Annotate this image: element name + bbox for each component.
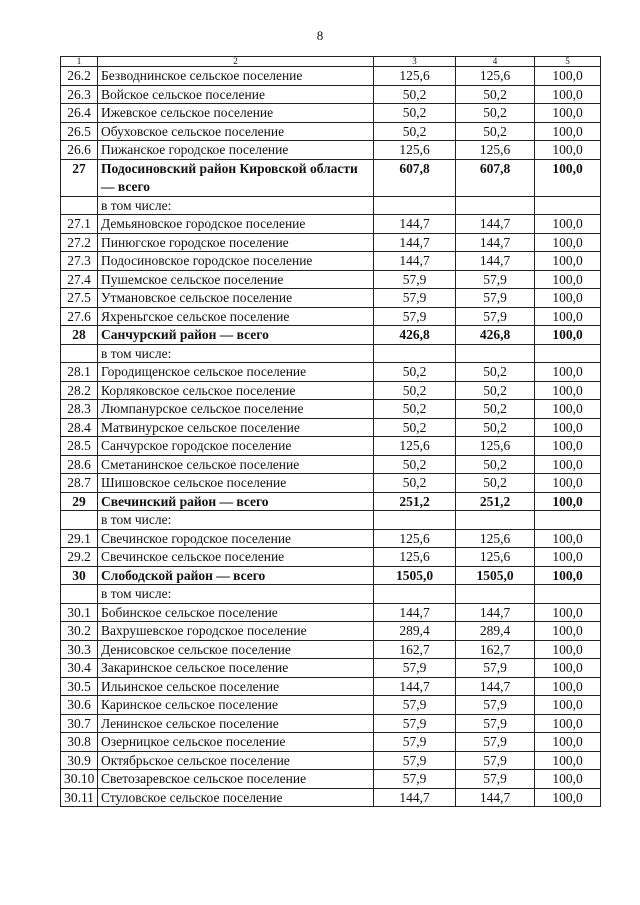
allocation-table	[60, 56, 601, 807]
settlement-name: Утмановское сельское поселение	[98, 289, 374, 308]
row-number: 28	[61, 326, 98, 345]
value-col-3: 50,2	[374, 85, 456, 104]
table-row	[61, 640, 601, 659]
table-row	[61, 363, 601, 382]
value-col-3: 144,7	[374, 603, 456, 622]
subheading-row	[61, 196, 601, 215]
row-number: 29.2	[61, 548, 98, 567]
row-number: 30.2	[61, 622, 98, 641]
value-col-5: 100,0	[535, 640, 601, 659]
value-col-5: 100,0	[535, 400, 601, 419]
value-col-5: 100,0	[535, 529, 601, 548]
table-row	[61, 141, 601, 160]
value-col-3: 57,9	[374, 751, 456, 770]
settlement-name: Шишовское сельское поселение	[98, 474, 374, 493]
value-col-5: 100,0	[535, 474, 601, 493]
value-col-4: 125,6	[456, 141, 535, 160]
row-number: 26.6	[61, 141, 98, 160]
row-number: 30.1	[61, 603, 98, 622]
settlement-name: Яхреньгское сельское поселение	[98, 307, 374, 326]
subheading-row	[61, 511, 601, 530]
value-col-5: 100,0	[535, 751, 601, 770]
row-number: 30.4	[61, 659, 98, 678]
settlement-name: Ильинское сельское поселение	[98, 677, 374, 696]
column-number-2: 2	[98, 57, 374, 67]
value-col-3	[374, 344, 456, 363]
value-col-3	[374, 196, 456, 215]
settlement-name: Корляковское сельское поселение	[98, 381, 374, 400]
value-col-4: 125,6	[456, 67, 535, 86]
page-number: 8	[316, 28, 324, 43]
row-number: 29.1	[61, 529, 98, 548]
table-body	[61, 67, 601, 807]
value-col-3: 50,2	[374, 104, 456, 123]
value-col-4: 50,2	[456, 104, 535, 123]
settlement-name: Городищенское сельское поселение	[98, 363, 374, 382]
value-col-4: 57,9	[456, 733, 535, 752]
value-col-4: 50,2	[456, 122, 535, 141]
row-number: 30.10	[61, 770, 98, 789]
value-col-3: 289,4	[374, 622, 456, 641]
settlement-name: Подосиновское городское поселение	[98, 252, 374, 271]
table-row	[61, 603, 601, 622]
value-col-3: 144,7	[374, 233, 456, 252]
table-row	[61, 770, 601, 789]
table-row	[61, 400, 601, 419]
value-col-4: 289,4	[456, 622, 535, 641]
value-col-5: 100,0	[535, 714, 601, 733]
value-col-5: 100,0	[535, 677, 601, 696]
value-col-5: 100,0	[535, 455, 601, 474]
value-col-4: 125,6	[456, 529, 535, 548]
value-col-5	[535, 196, 601, 215]
value-col-3: 162,7	[374, 640, 456, 659]
value-col-3: 57,9	[374, 733, 456, 752]
value-col-3: 426,8	[374, 326, 456, 345]
settlement-name: Санчурское городское поселение	[98, 437, 374, 456]
table-row	[61, 677, 601, 696]
value-col-3: 144,7	[374, 252, 456, 271]
settlement-name: Подосиновский район Кировской области — всего	[98, 159, 374, 196]
row-number: 28.3	[61, 400, 98, 419]
row-number: 30.3	[61, 640, 98, 659]
settlement-name: Войское сельское поселение	[98, 85, 374, 104]
row-number	[61, 511, 98, 530]
row-number: 30.9	[61, 751, 98, 770]
value-col-5: 100,0	[535, 104, 601, 123]
row-number: 28.5	[61, 437, 98, 456]
row-number: 27.2	[61, 233, 98, 252]
table-row	[61, 751, 601, 770]
row-number	[61, 196, 98, 215]
value-col-5: 100,0	[535, 289, 601, 308]
value-col-4: 50,2	[456, 381, 535, 400]
district-total-row	[61, 492, 601, 511]
row-number: 30	[61, 566, 98, 585]
value-col-4: 251,2	[456, 492, 535, 511]
value-col-3: 50,2	[374, 381, 456, 400]
settlement-name: Обуховское сельское поселение	[98, 122, 374, 141]
value-col-4: 57,9	[456, 770, 535, 789]
settlement-name: Озерницкое сельское поселение	[98, 733, 374, 752]
table-row	[61, 548, 601, 567]
table-row	[61, 418, 601, 437]
value-col-4	[456, 585, 535, 604]
settlement-name: в том числе:	[98, 585, 374, 604]
value-col-4: 125,6	[456, 548, 535, 567]
value-col-4: 50,2	[456, 363, 535, 382]
table-row	[61, 733, 601, 752]
value-col-5: 100,0	[535, 215, 601, 234]
value-col-3: 125,6	[374, 437, 456, 456]
value-col-5: 100,0	[535, 733, 601, 752]
settlement-name: Санчурский район — всего	[98, 326, 374, 345]
settlement-name: в том числе:	[98, 344, 374, 363]
settlement-name: Октябрьское сельское поселение	[98, 751, 374, 770]
table-row	[61, 659, 601, 678]
value-col-5: 100,0	[535, 566, 601, 585]
settlement-name: Светозаревское сельское поселение	[98, 770, 374, 789]
settlement-name: в том числе:	[98, 196, 374, 215]
value-col-3: 125,6	[374, 529, 456, 548]
value-col-4: 426,8	[456, 326, 535, 345]
district-total-row	[61, 566, 601, 585]
row-number: 30.5	[61, 677, 98, 696]
value-col-5: 100,0	[535, 548, 601, 567]
value-col-4: 57,9	[456, 751, 535, 770]
settlement-name: Каринское сельское поселение	[98, 696, 374, 715]
settlement-name: Денисовское сельское поселение	[98, 640, 374, 659]
value-col-5: 100,0	[535, 141, 601, 160]
row-number: 27.4	[61, 270, 98, 289]
column-number-5: 5	[535, 57, 601, 67]
row-number: 27.3	[61, 252, 98, 271]
value-col-3: 57,9	[374, 714, 456, 733]
settlement-name: Безводнинское сельское поселение	[98, 67, 374, 86]
column-number-4: 4	[456, 57, 535, 67]
row-number: 28.4	[61, 418, 98, 437]
row-number: 30.6	[61, 696, 98, 715]
settlement-name: Слободской район — всего	[98, 566, 374, 585]
table-row	[61, 85, 601, 104]
table-row	[61, 289, 601, 308]
value-col-3: 57,9	[374, 659, 456, 678]
row-number: 30.11	[61, 788, 98, 807]
value-col-4: 125,6	[456, 437, 535, 456]
row-number: 27.1	[61, 215, 98, 234]
value-col-5: 100,0	[535, 770, 601, 789]
value-col-4: 57,9	[456, 270, 535, 289]
row-number: 26.4	[61, 104, 98, 123]
table-row	[61, 474, 601, 493]
value-col-4: 144,7	[456, 677, 535, 696]
row-number: 28.1	[61, 363, 98, 382]
table-row	[61, 67, 601, 86]
table-row	[61, 233, 601, 252]
value-col-4: 144,7	[456, 788, 535, 807]
value-col-5: 100,0	[535, 307, 601, 326]
row-number: 27.5	[61, 289, 98, 308]
row-number: 30.7	[61, 714, 98, 733]
value-col-4: 57,9	[456, 289, 535, 308]
value-col-5: 100,0	[535, 659, 601, 678]
value-col-5: 100,0	[535, 696, 601, 715]
value-col-4: 57,9	[456, 307, 535, 326]
column-number-row	[61, 57, 601, 67]
table-row	[61, 696, 601, 715]
column-number-1: 1	[61, 57, 98, 67]
value-col-4: 162,7	[456, 640, 535, 659]
value-col-3: 50,2	[374, 122, 456, 141]
table-row	[61, 270, 601, 289]
value-col-4: 57,9	[456, 714, 535, 733]
table-row	[61, 381, 601, 400]
row-number: 27.6	[61, 307, 98, 326]
value-col-3: 607,8	[374, 159, 456, 196]
settlement-name: Матвинурское сельское поселение	[98, 418, 374, 437]
row-number: 26.5	[61, 122, 98, 141]
value-col-3: 50,2	[374, 400, 456, 419]
row-number: 30.8	[61, 733, 98, 752]
row-number: 27	[61, 159, 98, 196]
value-col-5: 100,0	[535, 788, 601, 807]
value-col-4: 50,2	[456, 474, 535, 493]
table-row	[61, 122, 601, 141]
settlement-name: Стуловское сельское поселение	[98, 788, 374, 807]
value-col-5	[535, 585, 601, 604]
value-col-5: 100,0	[535, 159, 601, 196]
value-col-4: 144,7	[456, 215, 535, 234]
value-col-3: 50,2	[374, 455, 456, 474]
value-col-5	[535, 511, 601, 530]
value-col-5: 100,0	[535, 122, 601, 141]
value-col-5: 100,0	[535, 437, 601, 456]
settlement-name: Пижанское городское поселение	[98, 141, 374, 160]
row-number: 26.3	[61, 85, 98, 104]
row-number: 29	[61, 492, 98, 511]
settlement-name: Пинюгское городское поселение	[98, 233, 374, 252]
row-number: 28.7	[61, 474, 98, 493]
value-col-4: 607,8	[456, 159, 535, 196]
value-col-5: 100,0	[535, 252, 601, 271]
row-number: 28.2	[61, 381, 98, 400]
settlement-name: Ленинское сельское поселение	[98, 714, 374, 733]
value-col-5: 100,0	[535, 603, 601, 622]
value-col-3: 57,9	[374, 270, 456, 289]
table-row	[61, 529, 601, 548]
value-col-3: 125,6	[374, 548, 456, 567]
settlement-name: в том числе:	[98, 511, 374, 530]
settlement-name: Ижевское сельское поселение	[98, 104, 374, 123]
value-col-5: 100,0	[535, 67, 601, 86]
value-col-4: 50,2	[456, 455, 535, 474]
settlement-name: Свечинское городское поселение	[98, 529, 374, 548]
subheading-row	[61, 344, 601, 363]
district-total-row	[61, 326, 601, 345]
value-col-3: 57,9	[374, 307, 456, 326]
table-row	[61, 788, 601, 807]
value-col-3: 50,2	[374, 474, 456, 493]
value-col-4: 144,7	[456, 233, 535, 252]
value-col-3	[374, 511, 456, 530]
value-col-4: 50,2	[456, 400, 535, 419]
value-col-4	[456, 196, 535, 215]
value-col-4: 144,7	[456, 603, 535, 622]
settlement-name: Люмпанурское сельское поселение	[98, 400, 374, 419]
value-col-3: 57,9	[374, 696, 456, 715]
value-col-3: 251,2	[374, 492, 456, 511]
value-col-5: 100,0	[535, 270, 601, 289]
table-row	[61, 455, 601, 474]
row-number	[61, 344, 98, 363]
subheading-row	[61, 585, 601, 604]
value-col-4: 50,2	[456, 418, 535, 437]
value-col-5: 100,0	[535, 233, 601, 252]
settlement-name: Демьяновское городское поселение	[98, 215, 374, 234]
row-number	[61, 585, 98, 604]
settlement-name: Сметанинское сельское поселение	[98, 455, 374, 474]
value-col-3: 125,6	[374, 67, 456, 86]
value-col-4: 144,7	[456, 252, 535, 271]
value-col-3: 144,7	[374, 215, 456, 234]
settlement-name: Свечинский район — всего	[98, 492, 374, 511]
row-number: 26.2	[61, 67, 98, 86]
settlement-name: Закаринское сельское поселение	[98, 659, 374, 678]
value-col-3: 57,9	[374, 770, 456, 789]
settlement-name: Свечинское сельское поселение	[98, 548, 374, 567]
table-row	[61, 437, 601, 456]
table-row	[61, 252, 601, 271]
value-col-5: 100,0	[535, 492, 601, 511]
value-col-5: 100,0	[535, 622, 601, 641]
value-col-5: 100,0	[535, 85, 601, 104]
column-number-3: 3	[374, 57, 456, 67]
value-col-3: 125,6	[374, 141, 456, 160]
value-col-3: 144,7	[374, 788, 456, 807]
value-col-5: 100,0	[535, 381, 601, 400]
settlement-name: Пушемское сельское поселение	[98, 270, 374, 289]
table-row	[61, 104, 601, 123]
settlement-name: Вахрушевское городское поселение	[98, 622, 374, 641]
value-col-4: 57,9	[456, 696, 535, 715]
table-row	[61, 714, 601, 733]
row-number: 28.6	[61, 455, 98, 474]
value-col-3: 57,9	[374, 289, 456, 308]
value-col-5: 100,0	[535, 418, 601, 437]
table-row	[61, 215, 601, 234]
district-total-row	[61, 159, 601, 196]
value-col-5	[535, 344, 601, 363]
value-col-5: 100,0	[535, 363, 601, 382]
value-col-4: 50,2	[456, 85, 535, 104]
value-col-5: 100,0	[535, 326, 601, 345]
value-col-3	[374, 585, 456, 604]
value-col-4	[456, 344, 535, 363]
table-row	[61, 307, 601, 326]
value-col-4	[456, 511, 535, 530]
settlement-name: Бобинское сельское поселение	[98, 603, 374, 622]
value-col-3: 1505,0	[374, 566, 456, 585]
value-col-3: 50,2	[374, 418, 456, 437]
value-col-3: 50,2	[374, 363, 456, 382]
value-col-4: 1505,0	[456, 566, 535, 585]
value-col-3: 144,7	[374, 677, 456, 696]
value-col-4: 57,9	[456, 659, 535, 678]
table-row	[61, 622, 601, 641]
